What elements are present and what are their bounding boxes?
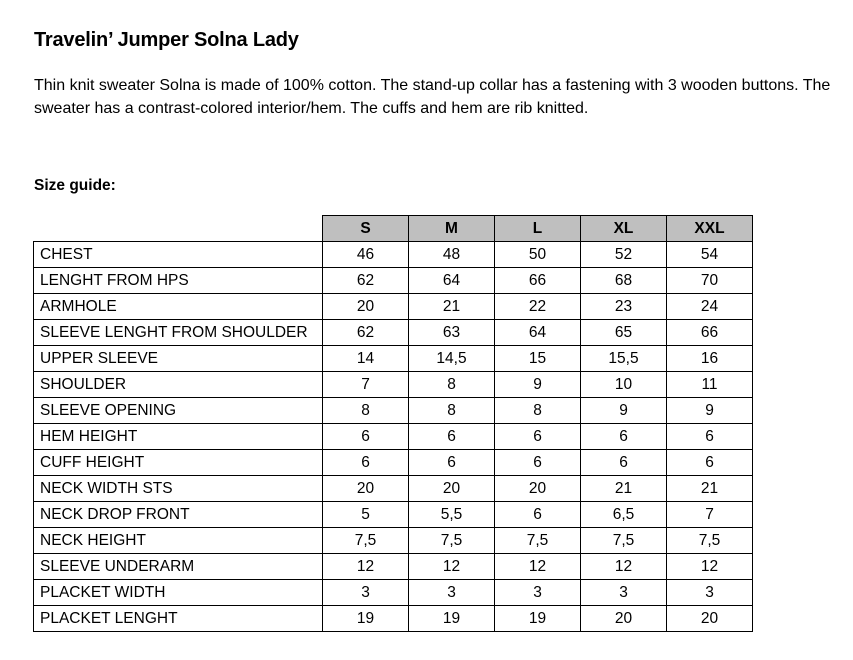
measurement-value: 19 [495,606,581,632]
measurement-value: 8 [495,398,581,424]
measurement-value: 46 [323,242,409,268]
measurement-value: 3 [323,580,409,606]
measurement-value: 64 [495,320,581,346]
measurement-label: SLEEVE LENGHT FROM SHOULDER [34,320,323,346]
size-header-cell: S [323,216,409,242]
table-row [34,294,753,320]
table-row [34,606,753,632]
measurement-value: 6 [323,424,409,450]
measurement-label: SLEEVE UNDERARM [34,554,323,580]
measurement-value: 12 [667,554,753,580]
measurement-value: 50 [495,242,581,268]
measurement-value: 12 [581,554,667,580]
table-row [34,424,753,450]
measurement-value: 5,5 [409,502,495,528]
measurement-value: 7,5 [323,528,409,554]
measurement-value: 6 [409,450,495,476]
measurement-value: 14 [323,346,409,372]
measurement-value: 6 [495,424,581,450]
measurement-value: 9 [581,398,667,424]
size-guide-heading: Size guide: [34,177,116,194]
measurement-value: 19 [409,606,495,632]
measurement-value: 66 [495,268,581,294]
table-row [34,476,753,502]
measurement-value: 62 [323,320,409,346]
header-blank-cell [34,216,323,242]
measurement-value: 10 [581,372,667,398]
table-row [34,268,753,294]
measurement-value: 6 [323,450,409,476]
size-header-cell: L [495,216,581,242]
measurement-value: 12 [323,554,409,580]
measurement-value: 12 [409,554,495,580]
table-row [34,320,753,346]
measurement-value: 23 [581,294,667,320]
measurement-value: 20 [409,476,495,502]
measurement-value: 21 [667,476,753,502]
table-row [34,372,753,398]
measurement-value: 3 [409,580,495,606]
table-row [34,398,753,424]
measurement-value: 19 [323,606,409,632]
measurement-label: UPPER SLEEVE [34,346,323,372]
measurement-value: 3 [495,580,581,606]
page-title: Travelin’ Jumper Solna Lady [34,29,299,51]
measurement-value: 24 [667,294,753,320]
table-header-row [34,216,753,242]
measurement-value: 21 [409,294,495,320]
table-row [34,580,753,606]
measurement-value: 20 [667,606,753,632]
measurement-label: PLACKET LENGHT [34,606,323,632]
table-row [34,346,753,372]
measurement-value: 22 [495,294,581,320]
table-row [34,242,753,268]
measurement-label: SLEEVE OPENING [34,398,323,424]
measurement-value: 12 [495,554,581,580]
measurement-value: 16 [667,346,753,372]
measurement-value: 6 [581,424,667,450]
table-row [34,528,753,554]
measurement-value: 65 [581,320,667,346]
measurement-value: 70 [667,268,753,294]
measurement-value: 20 [323,476,409,502]
measurement-value: 68 [581,268,667,294]
measurement-value: 3 [581,580,667,606]
measurement-label: CHEST [34,242,323,268]
table-row [34,502,753,528]
measurement-value: 9 [495,372,581,398]
measurement-value: 7 [323,372,409,398]
measurement-value: 7,5 [667,528,753,554]
measurement-value: 48 [409,242,495,268]
size-header-cell: XXL [667,216,753,242]
measurement-label: HEM HEIGHT [34,424,323,450]
measurement-label: PLACKET WIDTH [34,580,323,606]
size-header-cell: XL [581,216,667,242]
measurement-value: 54 [667,242,753,268]
measurement-value: 7,5 [495,528,581,554]
measurement-value: 7,5 [409,528,495,554]
measurement-value: 15,5 [581,346,667,372]
measurement-value: 15 [495,346,581,372]
table-row [34,450,753,476]
measurement-value: 6 [667,450,753,476]
measurement-value: 8 [409,372,495,398]
measurement-value: 20 [495,476,581,502]
measurement-value: 63 [409,320,495,346]
measurement-value: 64 [409,268,495,294]
measurement-label: SHOULDER [34,372,323,398]
measurement-value: 3 [667,580,753,606]
measurement-value: 6 [495,450,581,476]
measurement-value: 52 [581,242,667,268]
measurement-value: 6 [667,424,753,450]
measurement-value: 11 [667,372,753,398]
measurement-value: 6 [495,502,581,528]
measurement-value: 7 [667,502,753,528]
measurement-value: 7,5 [581,528,667,554]
measurement-label: NECK DROP FRONT [34,502,323,528]
measurement-value: 20 [581,606,667,632]
table-row [34,554,753,580]
measurement-value: 14,5 [409,346,495,372]
measurement-label: NECK WIDTH STS [34,476,323,502]
measurement-value: 6 [581,450,667,476]
measurement-label: NECK HEIGHT [34,528,323,554]
measurement-label: LENGHT FROM HPS [34,268,323,294]
measurement-value: 62 [323,268,409,294]
product-description: Thin knit sweater Solna is made of 100% cotton. The stand-up collar has a fastening with 3 wooden buttons. The sweater has a contrast-colored interior/hem. The cuffs and hem are rib knitted. [34,77,831,117]
measurement-value: 6,5 [581,502,667,528]
size-guide-table [33,215,753,632]
measurement-value: 5 [323,502,409,528]
measurement-value: 21 [581,476,667,502]
measurement-label: CUFF HEIGHT [34,450,323,476]
measurement-value: 20 [323,294,409,320]
measurement-value: 8 [409,398,495,424]
measurement-value: 6 [409,424,495,450]
measurement-value: 66 [667,320,753,346]
measurement-value: 9 [667,398,753,424]
measurement-label: ARMHOLE [34,294,323,320]
size-header-cell: M [409,216,495,242]
table-body [34,242,753,632]
measurement-value: 8 [323,398,409,424]
